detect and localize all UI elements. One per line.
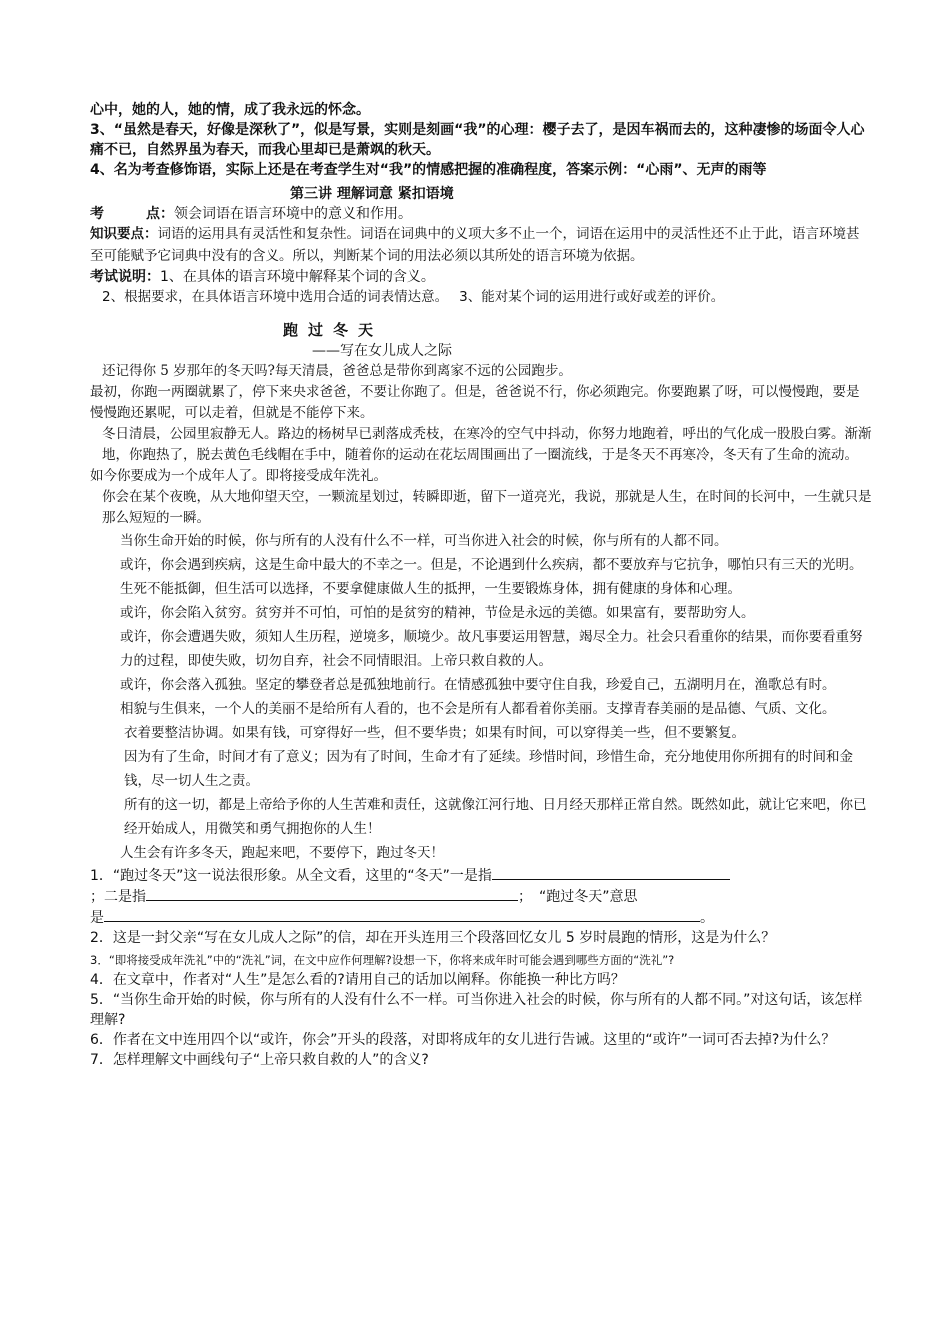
zhishi-yaodian [90,224,872,267]
story-paragraph: 因为有了生命，时间才有了意义；因为有了时间，生命才有了延续。珍惜时间，珍惜生命，充分地使用你所拥有的时间和金钱，尽一切人生之责。 [124,748,853,789]
story-paragraph: 最初，你跑一两圈就累了，停下来央求爸爸，不要让你跑了。但是，爸爸说不行，你必须跑完。你要跑累了呀，可以慢慢跑，要是慢慢跑还累呢，可以走着，但就是不能停下来。 [90,383,860,421]
answer-blank[interactable] [104,907,700,922]
answer-4: 4、名为考查修饰语，实际上还是在考查学生对“我”的情感把握的准确程度，答案示例：“心雨”、无声的雨等 [90,162,767,178]
question-3: 3．“即将接受成年洗礼”中的“洗礼”词，在文中应作何理解?设想一下，你将来成年时可能会遇到哪些方面的“洗礼”? [90,952,675,967]
zhishi-text: 词语的运用具有灵活性和复杂性。词语在词典中的义项大多不止一个，词语在运用中的灵活性还不止于此，语言环境甚至可能赋予它词典中没有的含义。所以，判断某个词的用法必须以其所处的语言环境为依据。 [90,226,860,264]
answer-blank[interactable] [146,886,518,901]
shuoming-text: 1、在具体的语言环境中解释某个词的含义。 [160,269,435,285]
story-paragraph: 或许，你会遭遇失败，须知人生历程，逆境多，顺境少。故凡事要运用智慧，竭尽全力。社会只看重你的结果，而你要看重努力的过程，即使失败，切勿自弃，社会不同情眼泪。上帝只救自救的人。 [120,628,863,669]
story-paragraph: 人生会有许多冬天，跑起来吧，不要停下，跑过冬天！ [120,844,444,861]
kaodian-text: 领会词语在语言环境中的意义和作用。 [174,206,412,222]
kaodian [90,204,872,224]
story-paragraph: 你会在某个夜晚，从大地仰望天空，一颗流星划过，转瞬即逝，留下一道亮光，我说，那就是人生，在时间的长河中，一生就只是那么短短的一瞬。 [102,488,872,526]
story-paragraph: 衣着要整洁协调。如果有钱，可穿得好一些，但不要华贵；如果有时间，可以穿得美一些，但不要繁复。 [124,724,745,741]
answer-blank[interactable] [492,865,730,880]
document-page [90,100,872,1070]
story-paragraph: 冬日清晨，公园里寂静无人。路边的杨树早已剥落成秃枝，在寒冷的空气中抖动，你努力地跑着，呼出的气化成一股股白雾。渐渐地，你跑热了，脱去黄色毛线帽在手中，随着你的运动在花坛周围画出了一圈流线，于是冬天不再寒冷，冬天有了生命的流动。 [102,425,872,463]
story-paragraph: 相貌与生俱来，一个人的美丽不是给所有人看的，也不会是所有人都看着你美丽。支撑青春美丽的是品德、气质、文化。 [120,700,836,717]
story-paragraph: 或许，你会陷入贫穷。贫穷并不可怕，可怕的是贫穷的精神，节俭是永远的美德。如果富有，要帮助穷人。 [120,604,755,621]
question-1-cont [90,886,872,907]
zhishi-label: 知识要点： [90,226,158,242]
question-1 [90,865,872,886]
question-1-text-b: ；二是指 [90,888,146,905]
shuoming-label: 考试说明： [90,269,160,285]
story-paragraph: 所有的这一切，都是上帝给予你的人生苦难和责任，这就像江河行地、日月经天那样正常自然。既然如此，就让它来吧，你已经开始成人，用微笑和勇气拥抱你的人生！ [124,796,867,837]
section-title: 第三讲 理解词意 紧扣语境 [290,186,454,202]
answer-line: 心中，她的人，她的情，成了我永远的怀念。 [90,102,370,118]
story-paragraph: 或许，你会落入孤独。坚定的攀登者总是孤独地前行。在情感孤独中要守住自我，珍爱自己，五湖明月在，渔歌总有时。 [120,676,836,693]
answer-3: 3、“虽然是春天，好像是深秋了”，似是写景，实则是刻画“我”的心理：樱子去了，是因车祸而去的，这种凄惨的场面令人心痛不已，自然界虽为春天，而我心里却已是萧飒的秋天。 [90,122,865,158]
story-title: 跑过冬天 [283,320,384,339]
question-5: 5．“当你生命开始的时候，你与所有的人没有什么不一样。可当你进入社会的时候，你与所有的人都不同。”对这句话，该怎样理解? [90,991,863,1028]
kaoshi-shuoming [90,267,872,287]
question-1-text-c: ； “跑过冬天”意思 [518,888,638,905]
question-1-period: 。 [700,909,714,926]
story-body [90,361,872,865]
story-paragraph: 还记得你 5 岁那年的冬天吗?每天清晨，爸爸总是带你到离家不远的公园跑步。 [102,362,572,379]
question-1-text-d: 是 [90,909,104,926]
story-paragraph: 如今你要成为一个成年人了。即将接受成年洗礼。 [90,467,387,484]
story-subtitle: ——写在女儿成人之际 [312,342,452,359]
question-2: 2．这是一封父亲“写在女儿成人之际”的信，却在开头连用三个段落回忆女儿 5 岁时晨跑的情形，这是为什么？ [90,929,776,946]
shuoming-text-2: 2、根据要求，在具体语言环境中选用合适的词表情达意。 3、能对某个词的运用进行或好或差的评价。 [102,289,725,305]
questions [90,865,872,1070]
question-7: 7．怎样理解文中画线句子“上帝只救自救的人”的含义? [90,1051,429,1068]
question-4: 4．在文章中，作者对“人生”是怎么看的?请用自己的话加以阐释。你能换一种比方吗？ [90,971,625,988]
story-paragraph: 或许，你会遇到疾病，这是生命中最大的不幸之一。但是，不论遇到什么疾病，都不要放弃与它抗争，哪怕只有三天的光明。生死不能抵御，但生活可以选择，不要拿健康做人生的抵押，一生要锻炼身体，拥有健康的身体和心理。 [120,556,863,597]
kaodian-label: 考 点： [90,206,174,222]
question-1-text: 1．“跑过冬天”这一说法很形象。从全文看，这里的“冬天”一是指 [90,867,492,884]
question-6: 6．作者在文中连用四个以“或许，你会”开头的段落，对即将成年的女儿进行告诫。这里的“或许”一词可否去掉?为什么？ [90,1031,836,1048]
story-paragraph: 当你生命开始的时候，你与所有的人没有什么不一样，可当你进入社会的时候，你与所有的人都不同。 [120,532,728,549]
question-1-end [90,907,872,928]
